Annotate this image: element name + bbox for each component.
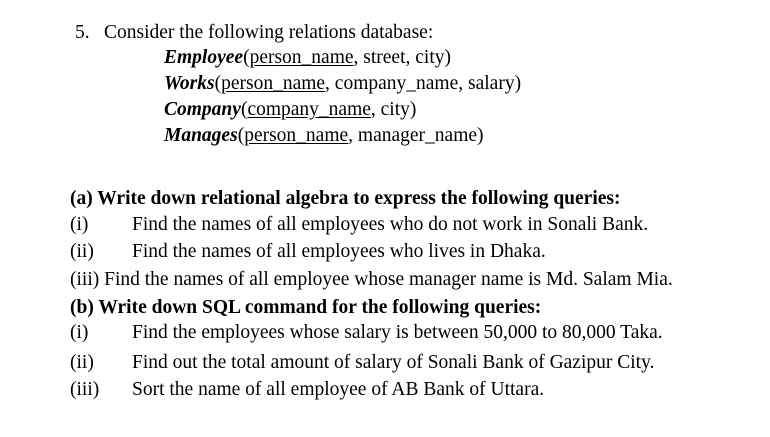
part-b-item-text: Find the employees whose salary is between 50,000 to 80,000 Taka.: [132, 322, 663, 343]
part-a-item-text: Find the names of all employees who do not work in Sonali Bank.: [132, 214, 649, 235]
relation-open-paren: (: [214, 73, 222, 94]
relation-key: person_name: [249, 47, 354, 68]
relation-attributes: , city): [370, 99, 417, 120]
relation-manages: [164, 126, 484, 146]
relation-works: [164, 74, 521, 94]
part-a-item-3: [70, 270, 673, 290]
question-intro: Consider the following relations database:: [104, 22, 434, 43]
relation-company: [164, 100, 416, 120]
part-a-item-text: Find the names of all employee whose manager name is Md. Salam Mia.: [104, 269, 673, 290]
part-b-item-label: (i): [70, 322, 89, 343]
relation-employee: [164, 48, 451, 68]
question-number: 5.: [75, 22, 90, 43]
part-b-item-label: (ii): [70, 352, 94, 373]
part-b-item-label: (iii): [70, 379, 100, 400]
relation-name: Employee: [164, 47, 244, 68]
relation-key: person_name: [221, 73, 326, 94]
relation-open-paren: (: [240, 99, 248, 120]
part-a-item-text: Find the names of all employees who lives in Dhaka.: [132, 241, 546, 262]
part-a-heading: (a) Write down relational algebra to express the following queries:: [70, 188, 621, 209]
part-b-heading: (b) Write down SQL command for the following queries:: [70, 297, 542, 318]
relation-attributes: , street, city): [353, 47, 451, 68]
relation-name: Manages: [164, 125, 238, 146]
part-a-item-label: (i): [70, 214, 89, 235]
relation-open-paren: (: [237, 125, 245, 146]
relation-attributes: , company_name, salary): [325, 73, 522, 94]
part-a-item-label: (ii): [70, 241, 94, 262]
relation-attributes: , manager_name): [348, 125, 484, 146]
relation-name: Works: [164, 73, 215, 94]
part-b-item-text: Find out the total amount of salary of Sonali Bank of Gazipur City.: [132, 352, 655, 373]
part-a-item-label: (iii): [70, 269, 100, 290]
relation-key: company_name: [247, 99, 371, 120]
relation-name: Company: [164, 99, 241, 120]
relation-key: person_name: [244, 125, 349, 146]
part-b-item-text: Sort the name of all employee of AB Bank of Uttara.: [132, 379, 545, 400]
relation-open-paren: (: [243, 47, 250, 68]
